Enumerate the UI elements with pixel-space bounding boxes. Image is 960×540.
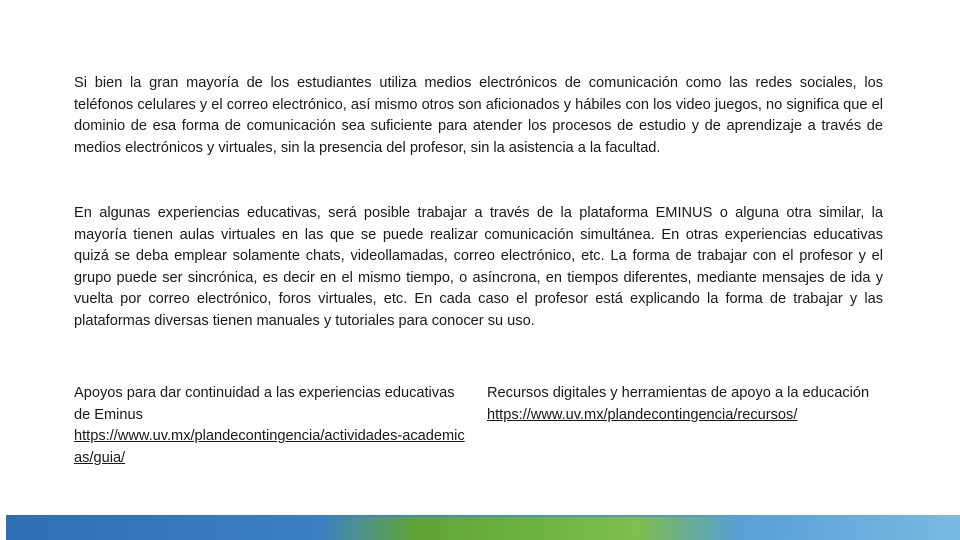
resource-eminus xyxy=(74,383,474,469)
resource-eminus-link[interactable]: https://www.uv.mx/plandecontingencia/actividades-academicas/guia/ xyxy=(74,428,465,466)
resource-digital-tools xyxy=(487,383,887,426)
footer-accent xyxy=(320,517,740,540)
paragraph-platforms: En algunas experiencias educativas, será posible trabajar a través de la plataforma EMINUS o alguna otra similar, la mayoría tienen aulas virtuales en las que se puede realizar comunicación simultánea. En otras experiencias educativas quizá se deba emplear solamente chats, videollamadas, correo electrónico, etc. La forma de trabajar con el profesor y el grupo puede ser sincrónica, es decir en el mismo tiempo, o asíncrona, en tiempos diferentes, mediante mensajes de ida y vuelta por correo electrónico, foros virtuales, etc. En cada caso el profesor está explicando la forma de trabajar y las plataformas diversas tienen manuales y tutoriales para conocer su uso. xyxy=(74,205,883,329)
resource-digital-tools-title: Recursos digitales y herramientas de apoyo a la educación xyxy=(487,385,870,401)
paragraph-intro: Si bien la gran mayoría de los estudiantes utiliza medios electrónicos de comunicación como las redes sociales, los teléfonos celulares y el correo electrónico, así mismo otros son aficionados y hábiles con los video juegos, no significa que el dominio de esa forma de comunicación sea suficiente para atender los procesos de estudio y de aprendizaje a través de medios electrónicos y virtuales, sin la presencia del profesor, sin la asistencia a la facultad. xyxy=(74,75,883,156)
resource-eminus-title: Apoyos para dar continuidad a las experiencias educativas de Eminus xyxy=(74,385,455,423)
resource-digital-tools-link[interactable]: https://www.uv.mx/plandecontingencia/recursos/ xyxy=(487,406,798,423)
